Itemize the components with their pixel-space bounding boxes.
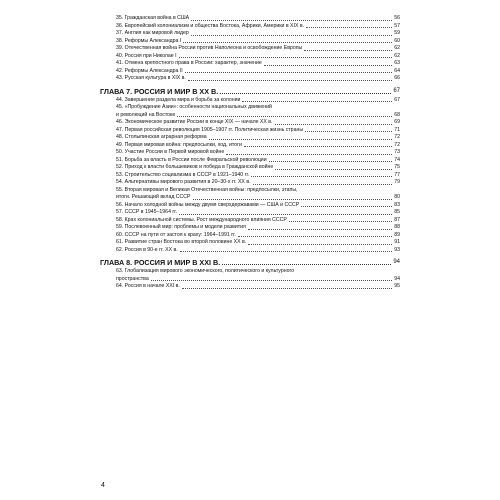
chapter-page: 94 [393,259,400,265]
toc-entry-text: 35. Гражданская война в США [116,15,190,21]
toc-entry-text-line1: 63. Глобализация мирового экономического, политического и культурного [116,268,295,274]
leader-dots [209,139,393,140]
toc-entry-text-line1: 55. Вторая мировая и Великая Отечественная войны: предпосылки, этапы, [116,186,298,193]
chapter-title: ГЛАВА 8. РОССИЯ И МИР В XXI В. [100,258,221,267]
leader-dots [238,236,392,237]
toc-entry [100,15,400,23]
toc-section-chapter8 [100,283,400,291]
toc-entry-page: 79 [394,179,400,185]
toc-entry [100,53,400,61]
toc-entry-page: 83 [394,201,400,208]
leader-dots [289,221,392,222]
toc-entry-text: 58. Крах колониальной системы. Рост международного влияния СССР [116,216,287,223]
toc-entry [100,283,400,291]
toc-entry [100,30,400,38]
toc-entry-page: 57 [394,22,400,29]
leader-dots [305,131,392,132]
leader-dots [191,20,392,21]
leader-dots [306,27,392,28]
toc-entry [100,149,400,157]
toc-entry-page: 63 [394,60,400,66]
toc-entry [100,164,400,172]
toc-entry [100,60,400,68]
toc-entry-page: 95 [394,283,400,289]
toc-section-chapter7-a [100,97,400,105]
toc-entry-page: 60 [394,37,400,44]
toc-entry-text: 49. Первая мировая война: предпосылки, ход, итоги [116,141,242,148]
toc-entry-text-line2: пространства [116,275,149,282]
toc-entry-text: 52. Приход к власти большевиков и победа в Гражданской войне [116,164,274,170]
toc-entry [100,134,400,142]
leader-dots [269,161,393,162]
toc-entry-page: 64 [394,67,400,74]
table-of-contents [100,15,400,291]
leader-dots [251,176,392,177]
toc-entry-page: 74 [394,156,400,163]
toc-entry-text: 59. Послевоенный мир: проблемы и модели развития [116,224,246,230]
leader-dots [226,154,392,155]
toc-entry-text: 39. Отечественная война России против Наполеона и освобождение Европы [116,45,303,51]
toc-entry-text: 62. Россия в 90-е гг. XX в. [116,246,178,253]
leader-dots [177,116,392,117]
toc-entry-page: 94 [394,275,400,282]
leader-dots [264,65,392,66]
toc-entry-text: 64. Россия в начале XXI в. [116,283,180,289]
toc-entry-page: 62 [394,45,400,51]
leader-dots [182,288,392,289]
toc-entry-page: 88 [394,224,400,230]
toc-entry-page: 62 [394,52,400,59]
chapter-page: 67 [393,87,400,94]
toc-entry [100,247,400,255]
toc-entry-text-line2: итоги. Решающий вклад СССР [116,194,191,200]
toc-section-chapter7-c [100,202,400,255]
toc-entry-text: 46. Экономическое развитие России в конце XIX — начале XX в. [116,119,273,125]
toc-entry-text: 41. Отмена крепостного права в России: характер, значение [116,60,262,66]
toc-entry-page: 91 [394,239,400,245]
toc-entry [100,202,400,210]
toc-entry [100,127,400,135]
toc-entry [100,97,400,105]
toc-entry-page: 68 [394,111,400,118]
toc-entry-page: 89 [394,231,400,238]
leader-dots [275,169,392,170]
toc-entry-text: 56. Начало холодной войны между двумя сверхдержавами — США и СССР [116,201,300,208]
leader-dots [222,264,391,265]
toc-entry-text: 57. СССР в 1945–1964 гг. [116,209,177,215]
leader-dots [180,251,393,252]
toc-entry-text: 47. Первая российская революция 1905–1907 гг. Политическая жизнь страны [116,126,304,133]
toc-entry [100,172,400,180]
leader-dots [151,280,392,281]
toc-entry-text: 60. СССР на пути от застоя к краху: 1964–1991 гг. [116,231,236,238]
leader-dots [253,184,393,185]
chapter-title: ГЛАВА 7. РОССИЯ И МИР В XX В. [100,86,219,96]
toc-entry-text: 50. Участие России в Первой мировой войне [116,149,225,155]
toc-entry-page: 75 [394,164,400,170]
toc-entry-page: 87 [394,216,400,223]
toc-entry-text: 40. Россия при Николае I [116,52,177,59]
toc-entry-63 [100,268,400,283]
leader-dots [220,93,391,94]
toc-entry [100,217,400,225]
toc-entry [100,157,400,165]
leader-dots [275,124,393,125]
leader-dots [242,101,392,102]
toc-entry-page: 67 [394,96,400,103]
toc-entry-page: 73 [394,149,400,155]
toc-entry [100,23,400,31]
toc-entry-text: 61. Развитие стран Востока во второй половине XX в. [116,239,247,245]
toc-entry [100,224,400,232]
leader-dots [193,199,393,200]
toc-entry [100,38,400,46]
toc-entry-page: 85 [394,209,400,215]
toc-entry [100,68,400,76]
chapter-7-heading [100,87,400,96]
toc-section-chapter6-tail [100,15,400,83]
toc-entry-text: 38. Реформы Александра I [116,37,182,44]
toc-entry [100,209,400,217]
toc-entry-text: 53. Строительство социализма в СССР в 1921–1940 гг. [116,171,250,178]
leader-dots [248,229,392,230]
toc-entry-page: 66 [394,75,400,81]
toc-entry-page: 59 [394,30,400,36]
leader-dots [188,80,392,81]
toc-entry [100,119,400,127]
leader-dots [185,72,393,73]
chapter-8-heading [100,258,400,267]
toc-entry [100,232,400,240]
leader-dots [244,146,392,147]
toc-entry-page: 69 [394,119,400,125]
leader-dots [179,214,392,215]
leader-dots [304,50,392,51]
leader-dots [179,57,393,58]
toc-entry [100,142,400,150]
toc-section-chapter7-b [100,119,400,187]
toc-entry-page: 72 [394,134,400,140]
toc-entry-page: 56 [394,15,400,21]
toc-entry-text: 44. Завершение раздела мира и борьба за колонии [116,96,241,103]
leader-dots [191,35,392,36]
toc-entry-page: 77 [394,171,400,178]
toc-entry [100,75,400,83]
toc-entry-text: 42. Реформы Александра II [116,67,183,74]
leader-dots [248,244,392,245]
page-number: 4 [101,482,105,489]
leader-dots [301,206,392,207]
toc-entry [100,179,400,187]
toc-entry-page: 80 [394,194,400,200]
toc-entry-text: 36. Европейский колониализм и общества Востока, Африки, Америки в XIX в. [116,22,305,29]
toc-entry-page: 71 [394,126,400,133]
toc-entry-55 [100,187,400,202]
toc-entry-text: 37. Англия как мировой лидер [116,30,189,36]
toc-entry-text: 48. Столыпинская аграрная реформа [116,134,207,140]
toc-entry-text: 51. Борьба за власть в России после Февральской революции [116,156,267,163]
toc-entry-text-line2: и революций на Востоке [116,111,176,118]
toc-entry [100,45,400,53]
toc-entry-text: 54. Альтернативы мирового развития в 20–30-х гг. XX в. [116,179,251,185]
toc-entry-page: 93 [394,246,400,253]
toc-entry-text-line1: 45. «Пробуждение Азии»: особенности национальных движений [116,104,272,110]
toc-entry-45 [100,104,400,119]
leader-dots [183,42,392,43]
toc-entry-page: 72 [394,141,400,148]
toc-entry [100,239,400,247]
toc-entry-text: 43. Русская культура в XIX в. [116,75,186,81]
